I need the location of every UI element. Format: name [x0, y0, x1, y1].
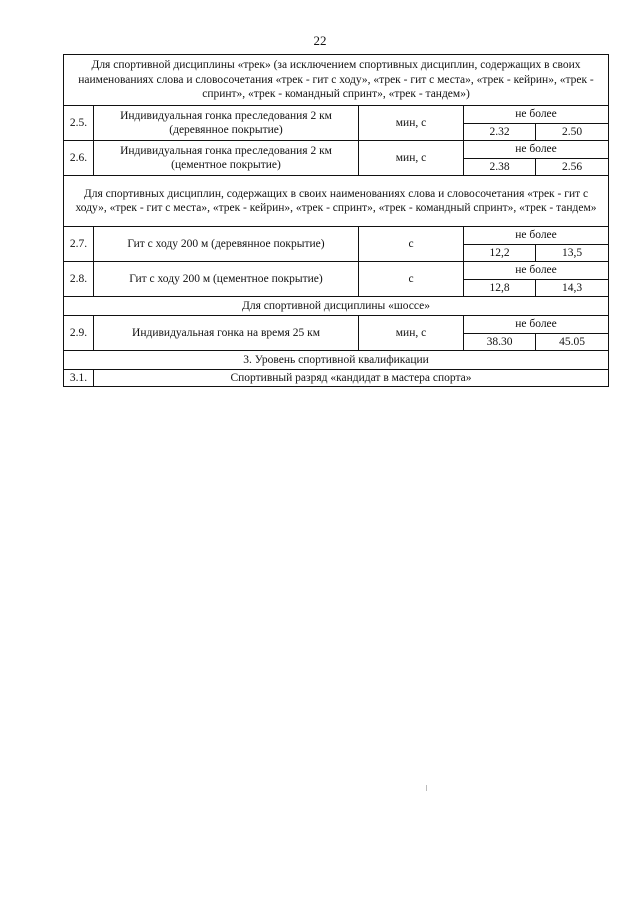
value-min: 2.32	[464, 124, 536, 141]
limit-label: не более	[464, 106, 609, 124]
limit-label: не более	[464, 227, 609, 245]
section-row-sprint	[64, 176, 609, 227]
unit-cell: мин, с	[359, 316, 464, 351]
table-row	[64, 106, 609, 124]
scan-mark	[426, 785, 427, 791]
qualification-text: Спортивный разряд «кандидат в мастера спорта»	[94, 370, 609, 387]
discipline-name: Индивидуальная гонка преследования 2 км (деревянное покрытие)	[94, 106, 359, 141]
section-row-road	[64, 297, 609, 316]
discipline-name: Индивидуальная гонка на время 25 км	[94, 316, 359, 351]
table-row	[64, 370, 609, 387]
row-number: 2.8.	[64, 262, 94, 297]
unit-cell: мин, с	[359, 141, 464, 176]
table-row	[64, 262, 609, 280]
section-heading-road: Для спортивной дисциплины «шоссе»	[64, 297, 609, 316]
section-row-track	[64, 55, 609, 106]
section-heading-track: Для спортивной дисциплины «трек» (за исключением спортивных дисциплин, содержащих в своих наименованиях слова и словосочетания «трек - гит с ходу», «трек - гит с места», «трек - кейрин», «трек - спринт», «трек - командный спринт», «трек - тандем»)	[64, 55, 609, 106]
value-min: 12,2	[464, 245, 536, 262]
discipline-name: Гит с ходу 200 м (деревянное покрытие)	[94, 227, 359, 262]
norms-table	[63, 54, 609, 387]
row-number: 2.9.	[64, 316, 94, 351]
row-number: 2.7.	[64, 227, 94, 262]
page-number: 22	[313, 33, 327, 48]
value-max: 2.50	[536, 124, 609, 141]
value-max: 45.05	[536, 334, 609, 351]
limit-label: не более	[464, 316, 609, 334]
value-max: 2.56	[536, 159, 609, 176]
unit-cell: с	[359, 227, 464, 262]
discipline-name: Гит с ходу 200 м (цементное покрытие)	[94, 262, 359, 297]
value-max: 13,5	[536, 245, 609, 262]
row-number: 2.5.	[64, 106, 94, 141]
unit-cell: мин, с	[359, 106, 464, 141]
limit-label: не более	[464, 262, 609, 280]
value-min: 2.38	[464, 159, 536, 176]
row-number: 3.1.	[64, 370, 94, 387]
section-heading-sprint: Для спортивных дисциплин, содержащих в своих наименованиях слова и словосочетания «трек - гит с ходу», «трек - гит с места», «трек - кейрин», «трек - спринт», «трек - командный спринт», «трек - тандем»	[64, 176, 609, 227]
value-min: 38.30	[464, 334, 536, 351]
discipline-name: Индивидуальная гонка преследования 2 км (цементное покрытие)	[94, 141, 359, 176]
value-min: 12,8	[464, 280, 536, 297]
section-row-level	[64, 351, 609, 370]
row-number: 2.6.	[64, 141, 94, 176]
table-row	[64, 227, 609, 245]
unit-cell: с	[359, 262, 464, 297]
table-row	[64, 141, 609, 159]
section-heading-level: 3. Уровень спортивной квалификации	[64, 351, 609, 370]
table-row	[64, 316, 609, 334]
limit-label: не более	[464, 141, 609, 159]
value-max: 14,3	[536, 280, 609, 297]
